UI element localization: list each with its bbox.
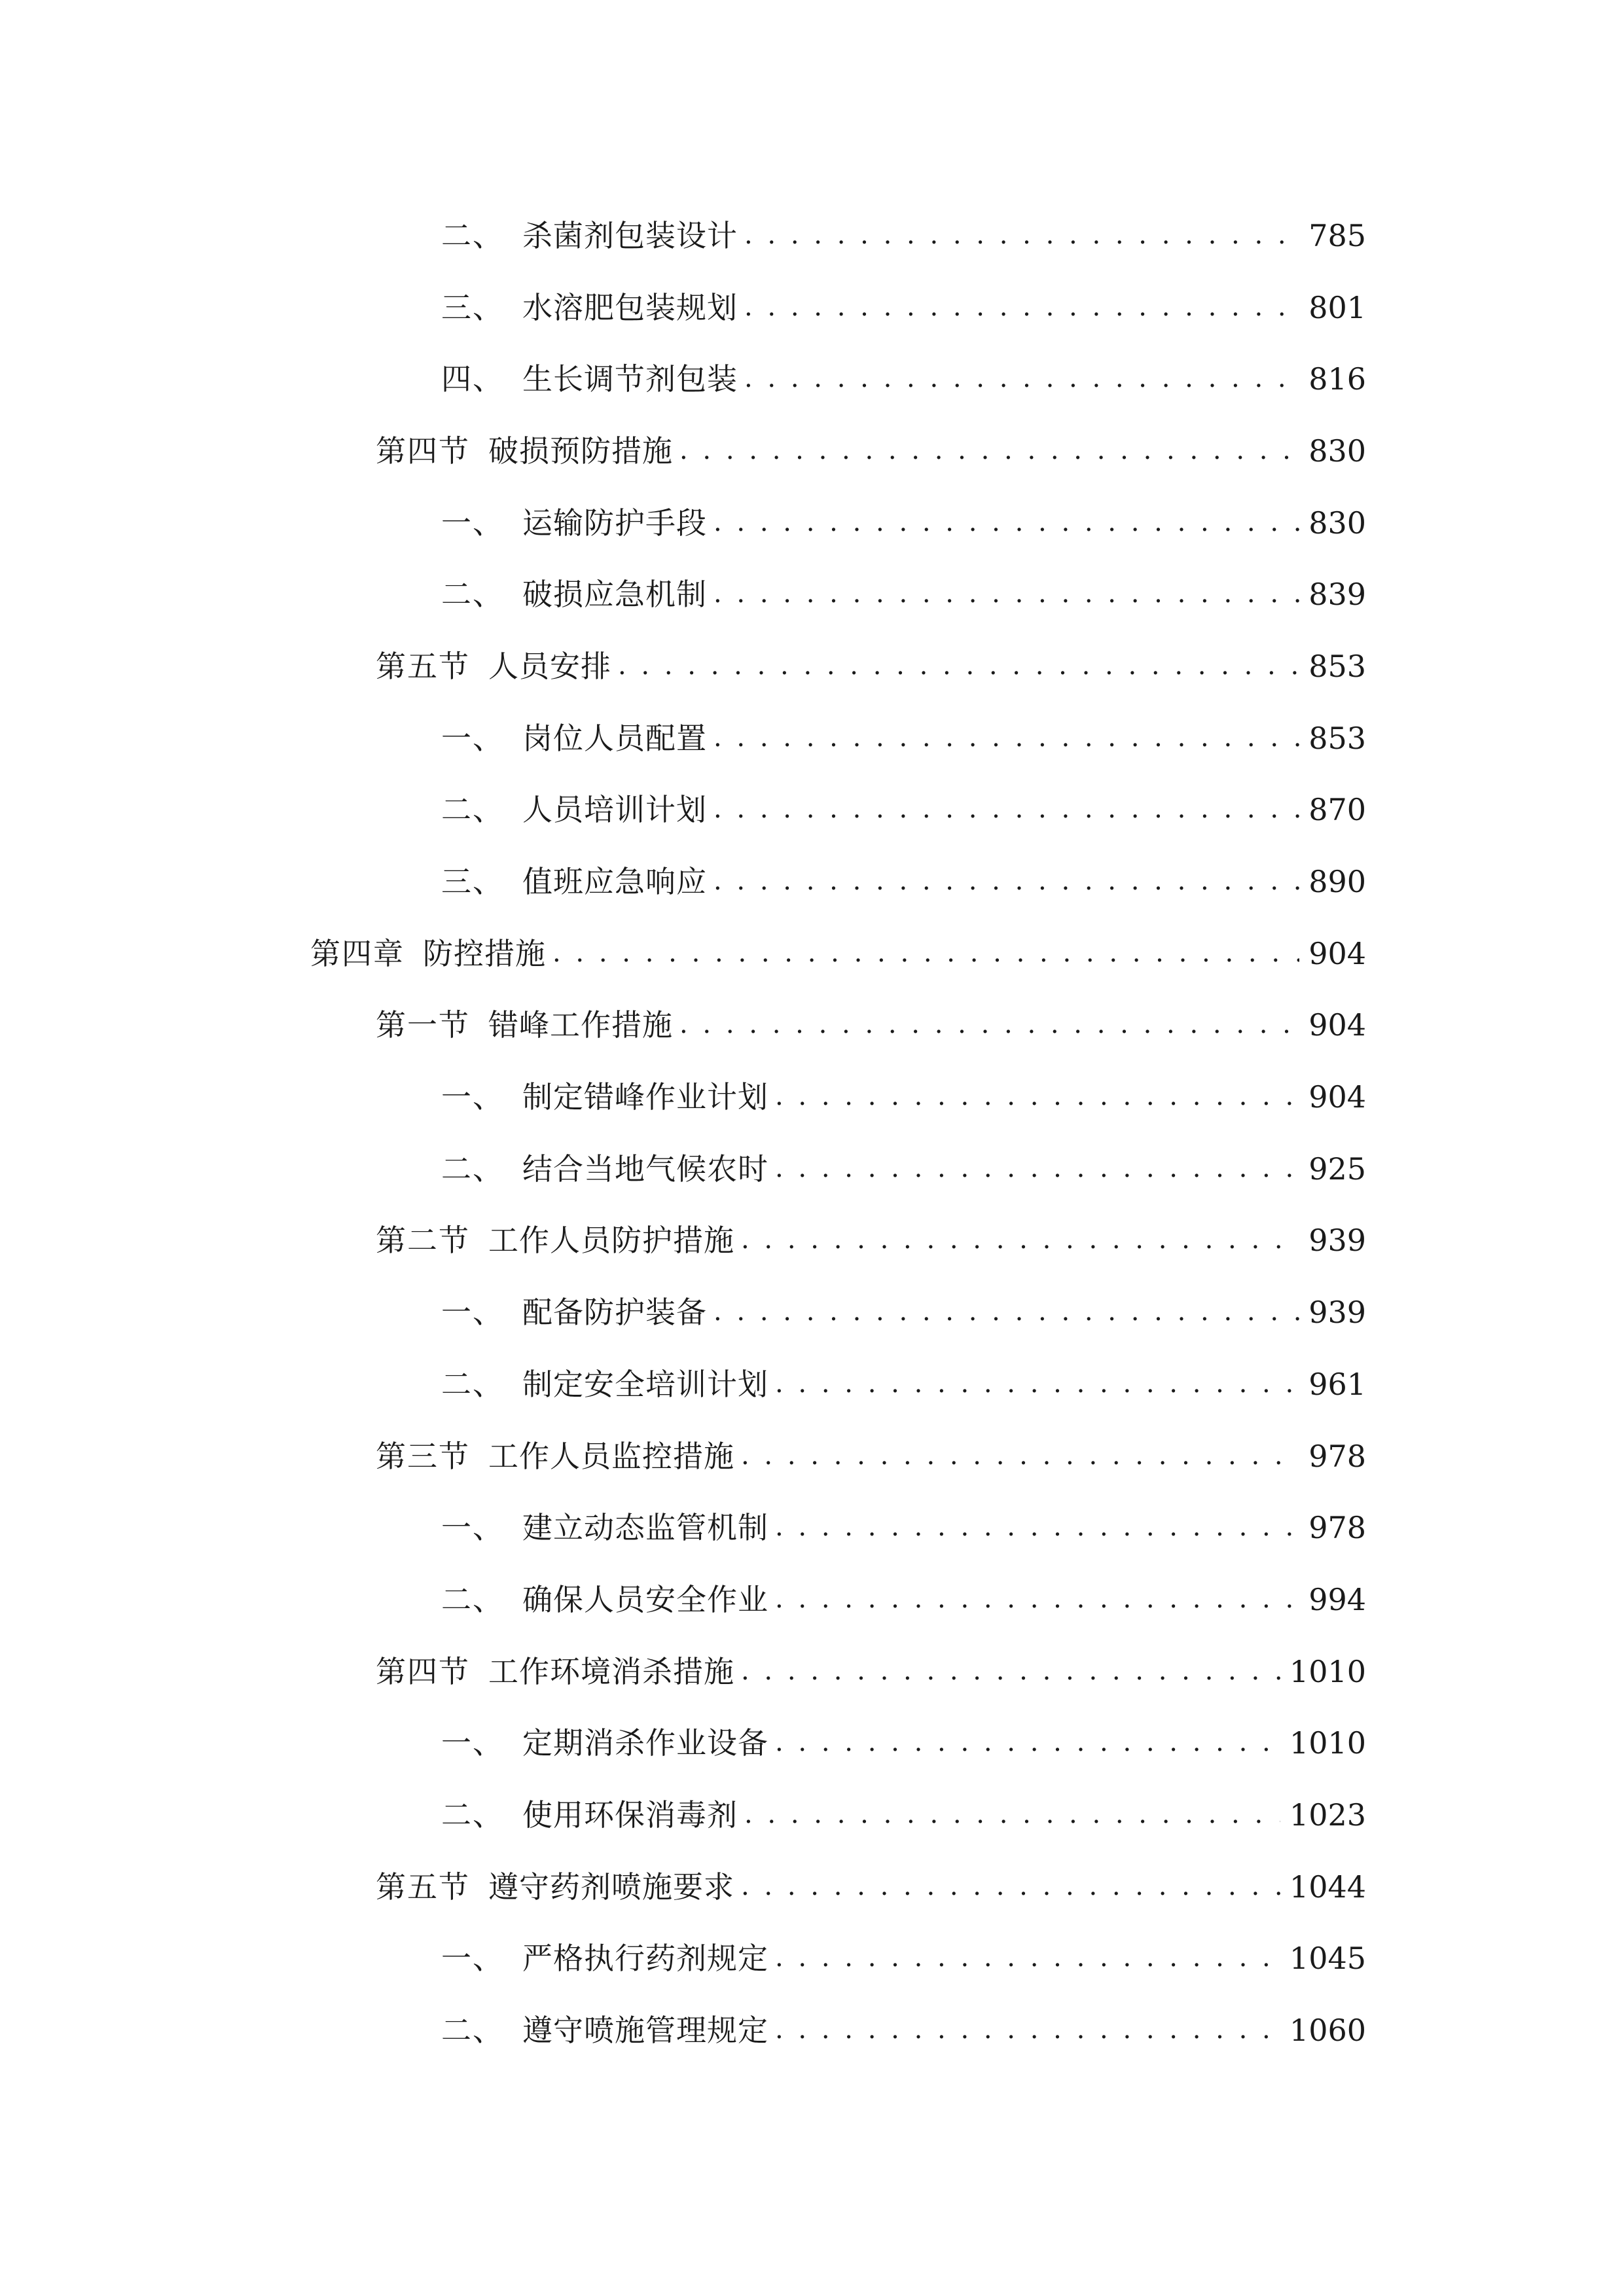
toc-dot-leader [741,1441,1299,1471]
toc-dot-leader [741,1872,1280,1902]
toc-entry-title: 运输防护手段 [522,505,707,541]
toc-entry-number: 一、 [441,505,504,541]
toc-entry-page: 1044 [1289,1869,1366,1905]
toc-entry-title: 工作人员防护措施 [488,1223,734,1259]
toc-entry-23[interactable] [0,1779,1624,1851]
toc-entry-number: 二、 [441,1366,504,1402]
toc-entry-7[interactable] [0,630,1624,702]
toc-entry-title: 杀菌剂包装设计 [522,217,738,253]
toc-entry-title: 工作环境消杀措施 [488,1653,734,1689]
toc-entry-5[interactable] [0,487,1624,559]
toc-entry-number: 二、 [441,577,504,613]
toc-entry-number: 二、 [441,217,504,253]
toc-entry-title: 定期消杀作业设备 [522,1725,768,1761]
toc-dot-leader [744,293,1299,323]
toc-entry-page: 801 [1308,289,1366,325]
toc-entry-number: 一、 [441,1941,504,1977]
toc-entry-title: 防控措施 [423,935,546,971]
toc-entry-number: 一、 [441,720,504,756]
toc-entry-11[interactable] [0,918,1624,990]
toc-dot-leader [679,436,1299,466]
toc-entry-number: 二、 [441,2013,504,2049]
toc-entry-title: 人员安排 [488,648,611,684]
toc-entry-number: 一、 [441,1510,504,1546]
toc-entry-page: 853 [1308,720,1366,756]
toc-entry-number: 一、 [441,1079,504,1115]
toc-entry-page: 1045 [1289,1941,1366,1977]
toc-entry-title: 遵守药剂喷施要求 [488,1869,734,1905]
toc-dot-leader [775,1513,1299,1543]
toc-entry-page: 839 [1308,577,1366,613]
toc-entry-16[interactable] [0,1276,1624,1348]
toc-entry-2[interactable] [0,272,1624,344]
toc-dot-leader [744,221,1299,251]
toc-entry-number: 第二节 [376,1223,470,1259]
toc-entry-title: 结合当地气候农时 [522,1151,768,1187]
toc-entry-number: 二、 [441,1797,504,1833]
toc-entry-page: 978 [1308,1438,1366,1474]
toc-entry-page: 785 [1308,217,1366,253]
toc-entry-title: 错峰工作措施 [488,1007,673,1043]
toc-entry-17[interactable] [0,1348,1624,1420]
toc-entry-8[interactable] [0,702,1624,774]
toc-entry-title: 值班应急响应 [522,864,707,900]
toc-entry-page: 939 [1308,1223,1366,1259]
toc-dot-leader [618,651,1299,681]
toc-entry-title: 人员培训计划 [522,792,707,828]
toc-entry-19[interactable] [0,1492,1624,1564]
toc-entry-12[interactable] [0,990,1624,1062]
toc-entry-title: 水溶肥包装规划 [522,289,738,325]
toc-dot-leader [775,1369,1299,1399]
toc-dot-leader [775,2015,1280,2045]
toc-entry-18[interactable] [0,1420,1624,1492]
toc-entry-page: 925 [1308,1151,1366,1187]
toc-dot-leader [713,723,1299,753]
toc-entry-6[interactable] [0,558,1624,630]
toc-entry-number: 一、 [441,1725,504,1761]
toc-dot-leader [775,1082,1299,1112]
toc-entry-number: 第四节 [376,1653,470,1689]
toc-entry-number: 二、 [441,1581,504,1617]
toc-dot-leader [775,1585,1299,1615]
toc-entry-number: 一、 [441,1295,504,1331]
toc-entry-number: 第一节 [376,1007,470,1043]
toc-entry-title: 岗位人员配置 [522,720,707,756]
toc-entry-title: 遵守喷施管理规定 [522,2013,768,2049]
toc-dot-leader [713,579,1299,609]
toc-entry-number: 二、 [441,1151,504,1187]
toc-entry-page: 890 [1308,864,1366,900]
toc-entry-page: 904 [1308,1079,1366,1115]
toc-entry-title: 生长调节剂包装 [522,361,738,397]
toc-entry-title: 破损应急机制 [522,577,707,613]
toc-entry-20[interactable] [0,1564,1624,1636]
toc-entry-number: 第四章 [310,935,405,971]
toc-entry-title: 使用环保消毒剂 [522,1797,738,1833]
toc-entry-number: 三、 [441,289,504,325]
toc-dot-leader [775,1154,1299,1184]
toc-entry-number: 第三节 [376,1438,470,1474]
toc-dot-leader [741,1225,1299,1255]
toc-entry-number: 第五节 [376,1869,470,1905]
toc-entry-number: 四、 [441,361,504,397]
toc-entry-1[interactable] [0,200,1624,272]
toc-entry-3[interactable] [0,343,1624,415]
toc-entry-number: 三、 [441,864,504,900]
toc-entry-page: 994 [1308,1581,1366,1617]
table-of-contents [0,200,1624,2066]
toc-entry-page: 870 [1308,792,1366,828]
toc-entry-page: 1010 [1289,1725,1366,1761]
toc-entry-page: 978 [1308,1510,1366,1546]
toc-entry-14[interactable] [0,1133,1624,1205]
toc-entry-page: 830 [1308,505,1366,541]
toc-entry-title: 破损预防措施 [488,433,673,469]
toc-entry-page: 830 [1308,433,1366,469]
toc-entry-24[interactable] [0,1851,1624,1923]
toc-entry-4[interactable] [0,415,1624,487]
toc-dot-leader [679,1010,1299,1040]
toc-entry-title: 严格执行药剂规定 [522,1941,768,1977]
toc-dot-leader [713,795,1299,825]
toc-entry-page: 1060 [1289,2013,1366,2049]
toc-entry-title: 工作人员监控措施 [488,1438,734,1474]
toc-entry-13[interactable] [0,1061,1624,1133]
toc-entry-title: 建立动态监管机制 [522,1510,768,1546]
toc-entry-page: 1010 [1289,1653,1366,1689]
toc-entry-page: 904 [1308,935,1366,971]
toc-dot-leader [775,1728,1280,1758]
toc-dot-leader [775,1943,1280,1973]
toc-entry-22[interactable] [0,1707,1624,1779]
toc-dot-leader [741,1657,1280,1687]
toc-entry-title: 配备防护装备 [522,1295,707,1331]
toc-dot-leader [744,364,1299,394]
toc-entry-21[interactable] [0,1636,1624,1708]
toc-entry-title: 确保人员安全作业 [522,1581,768,1617]
toc-entry-page: 853 [1308,648,1366,684]
toc-entry-10[interactable] [0,846,1624,918]
toc-entry-title: 制定错峰作业计划 [522,1079,768,1115]
toc-entry-title: 制定安全培训计划 [522,1366,768,1402]
toc-entry-number: 第五节 [376,648,470,684]
toc-dot-leader [713,867,1299,897]
toc-dot-leader [713,508,1299,538]
toc-dot-leader [713,1297,1299,1327]
toc-entry-26[interactable] [0,1994,1624,2066]
toc-entry-page: 1023 [1289,1797,1366,1833]
toc-entry-number: 第四节 [376,433,470,469]
toc-entry-25[interactable] [0,1923,1624,1995]
toc-dot-leader [552,939,1299,969]
toc-dot-leader [744,1800,1280,1830]
toc-entry-15[interactable] [0,1205,1624,1277]
toc-entry-page: 961 [1308,1366,1366,1402]
toc-entry-9[interactable] [0,774,1624,846]
toc-entry-number: 二、 [441,792,504,828]
toc-entry-page: 904 [1308,1007,1366,1043]
toc-entry-page: 816 [1308,361,1366,397]
toc-entry-page: 939 [1308,1295,1366,1331]
